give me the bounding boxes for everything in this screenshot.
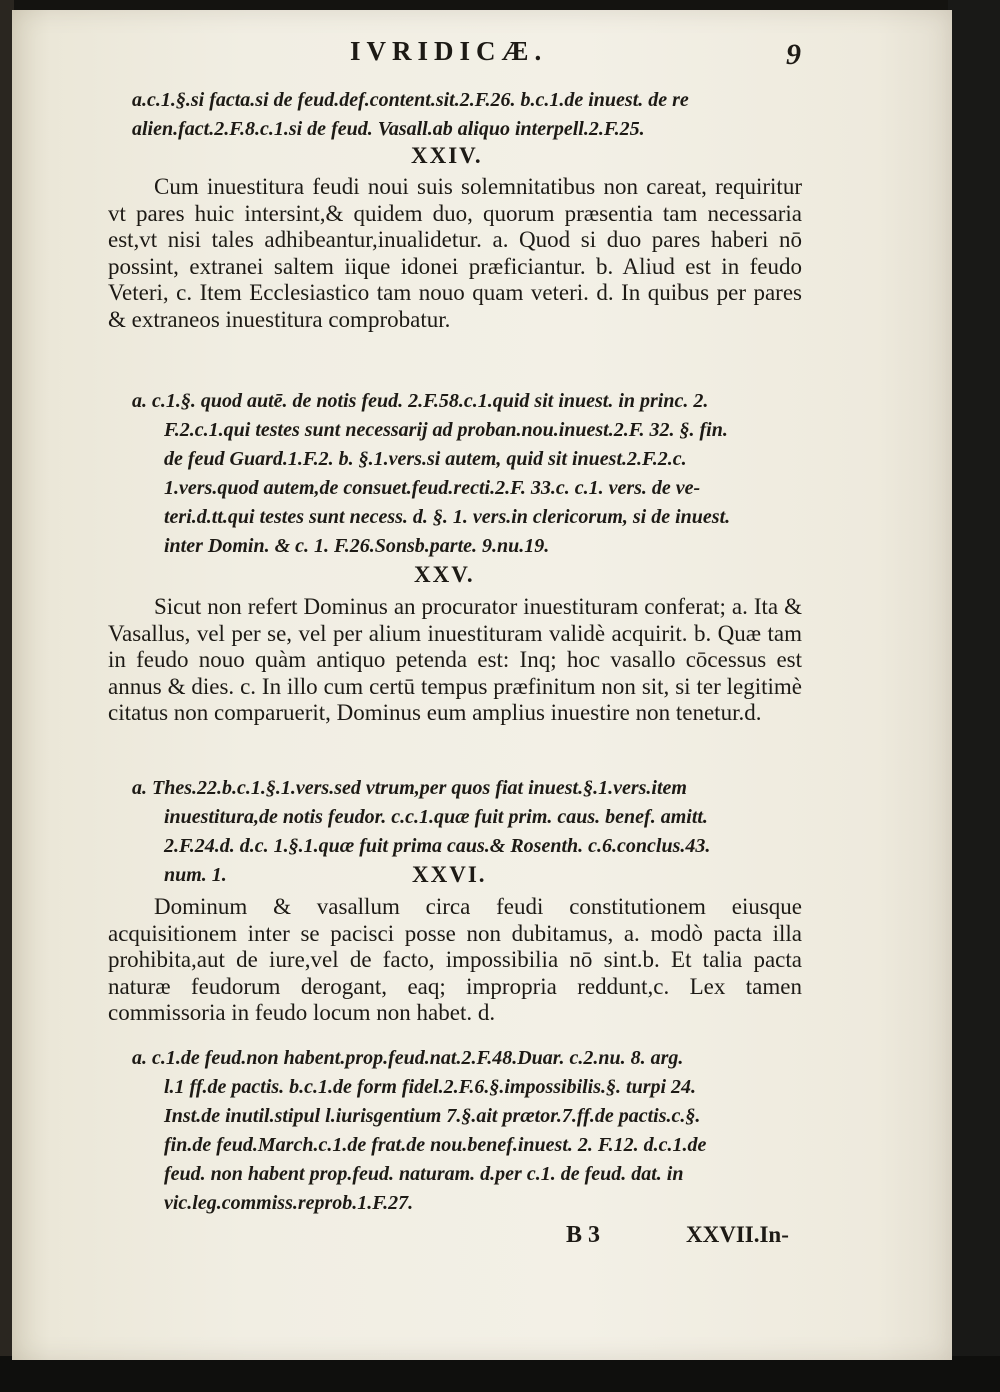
citation-note-line: a. c.1.§. quod autē. de notis feud. 2.F.58.c.1.quid sit inuest. in princ. 2. [132, 390, 709, 412]
section-number: XXIV. [411, 143, 483, 168]
citation-note-line: feud. non habent prop.feud. naturam. d.per c.1. de feud. dat. in [164, 1163, 684, 1185]
citation-note-line: inuestitura,de notis feudor. c.c.1.quæ fuit prim. caus. benef. amitt. [164, 806, 708, 828]
citation-note-line: 2.F.24.d. d.c. 1.§.1.quæ fuit prima caus.& Rosenth. c.6.conclus.43. [164, 835, 711, 857]
citation-note-line: l.1 ff.de pactis. b.c.1.de form fidel.2.F.6.§.impossibilis.§. turpi 24. [164, 1076, 697, 1098]
catchword: XXVII.In- [686, 1222, 789, 1247]
citation-note-line: Inst.de inutil.stipul l.iurisgentium 7.§.ait prætor.7.ff.de pactis.c.§. [164, 1105, 701, 1127]
citation-note-line: a. c.1.de feud.non habent.prop.feud.nat.2.F.48.Duar. c.2.nu. 8. arg. [132, 1047, 684, 1069]
scan-background-bottom [0, 1356, 1000, 1392]
citation-note-line: de feud Guard.1.F.2. b. §.1.vers.si autem, quid sit inuest.2.F.2.c. [164, 448, 687, 470]
running-title: IVRIDICÆ. [350, 36, 548, 66]
section-number: XXVI. [412, 862, 487, 887]
citation-note-line: F.2.c.1.qui testes sunt necessarij ad proban.nou.inuest.2.F. 32. §. fin. [164, 419, 728, 441]
top-note-line: alien.fact.2.F.8.c.1.si de feud. Vasall.ab aliquo interpell.2.F.25. [132, 118, 645, 140]
citation-note-line: num. 1. [164, 864, 227, 886]
citation-note-line: 1.vers.quod autem,de consuet.feud.recti.2.F. 33.c. c.1. vers. de ve- [164, 477, 701, 499]
signature-mark: B 3 [566, 1222, 601, 1248]
top-note-line: a.c.1.§.si facta.si de feud.def.content.sit.2.F.26. b.c.1.de inuest. de re [132, 89, 689, 111]
section-paragraph: Cum inuestitura feudi noui suis solemnitatibus non careat, requiritur vt pares huic intersint,& quidem duo, quorum præsentia tam necessaria est,vt nisi tales adhibeantur,inualidetur. a. Quod si duo pares haberi nō possint, extranei saltem iique idonei præficiantur. b. Aliud est in feudo Veteri, c. Item Ecclesiastico tam nouo quam veteri. d. In quibus per pares & extraneos inuestitura comprobatur. [108, 174, 802, 332]
section-number: XXV. [414, 562, 475, 587]
page-number: 9 [786, 38, 801, 71]
citation-note-line: a. Thes.22.b.c.1.§.1.vers.sed vtrum,per quos fiat inuest.§.1.vers.item [132, 777, 687, 799]
citation-note-line: fin.de feud.March.c.1.de frat.de nou.benef.inuest. 2. F.12. d.c.1.de [164, 1134, 707, 1156]
section-paragraph: Sicut non refert Dominus an procurator inuestituram conferat; a. Ita & Vasallus, vel per se, vel per alium inuestituram validè acquirit. b. Quæ tam in feudo nouo quàm antiquo petenda est: Inq; hoc vasallo cōcessus est annus & dies. c. In illo cum certū tempus præfinitum non sit, si ter legitimè citatus non comparuerit, Dominus eum amplius inuestire non tenetur.d. [108, 594, 802, 725]
citation-note-line: teri.d.tt.qui testes sunt necess. d. §. 1. vers.in clericorum, si de inuest. [164, 506, 731, 528]
citation-note-line: inter Domin. & c. 1. F.26.Sonsb.parte. 9.nu.19. [164, 535, 550, 557]
citation-note-line: vic.leg.commiss.reprob.1.F.27. [164, 1192, 414, 1214]
book-spine-shadow [948, 0, 1000, 1392]
section-paragraph: Dominum & vasallum circa feudi constitutionem eiusque acquisitionem inter se pacisci posse non dubitamus, a. modò pacta illa prohibita,aut de iure,vel de facto, impossibilia nō sint.b. Et talia pacta naturæ feudorum derogant, eaq; impropria reddunt,c. Lex tamen commissoria in feudo locum non habet. d. [108, 894, 802, 1025]
